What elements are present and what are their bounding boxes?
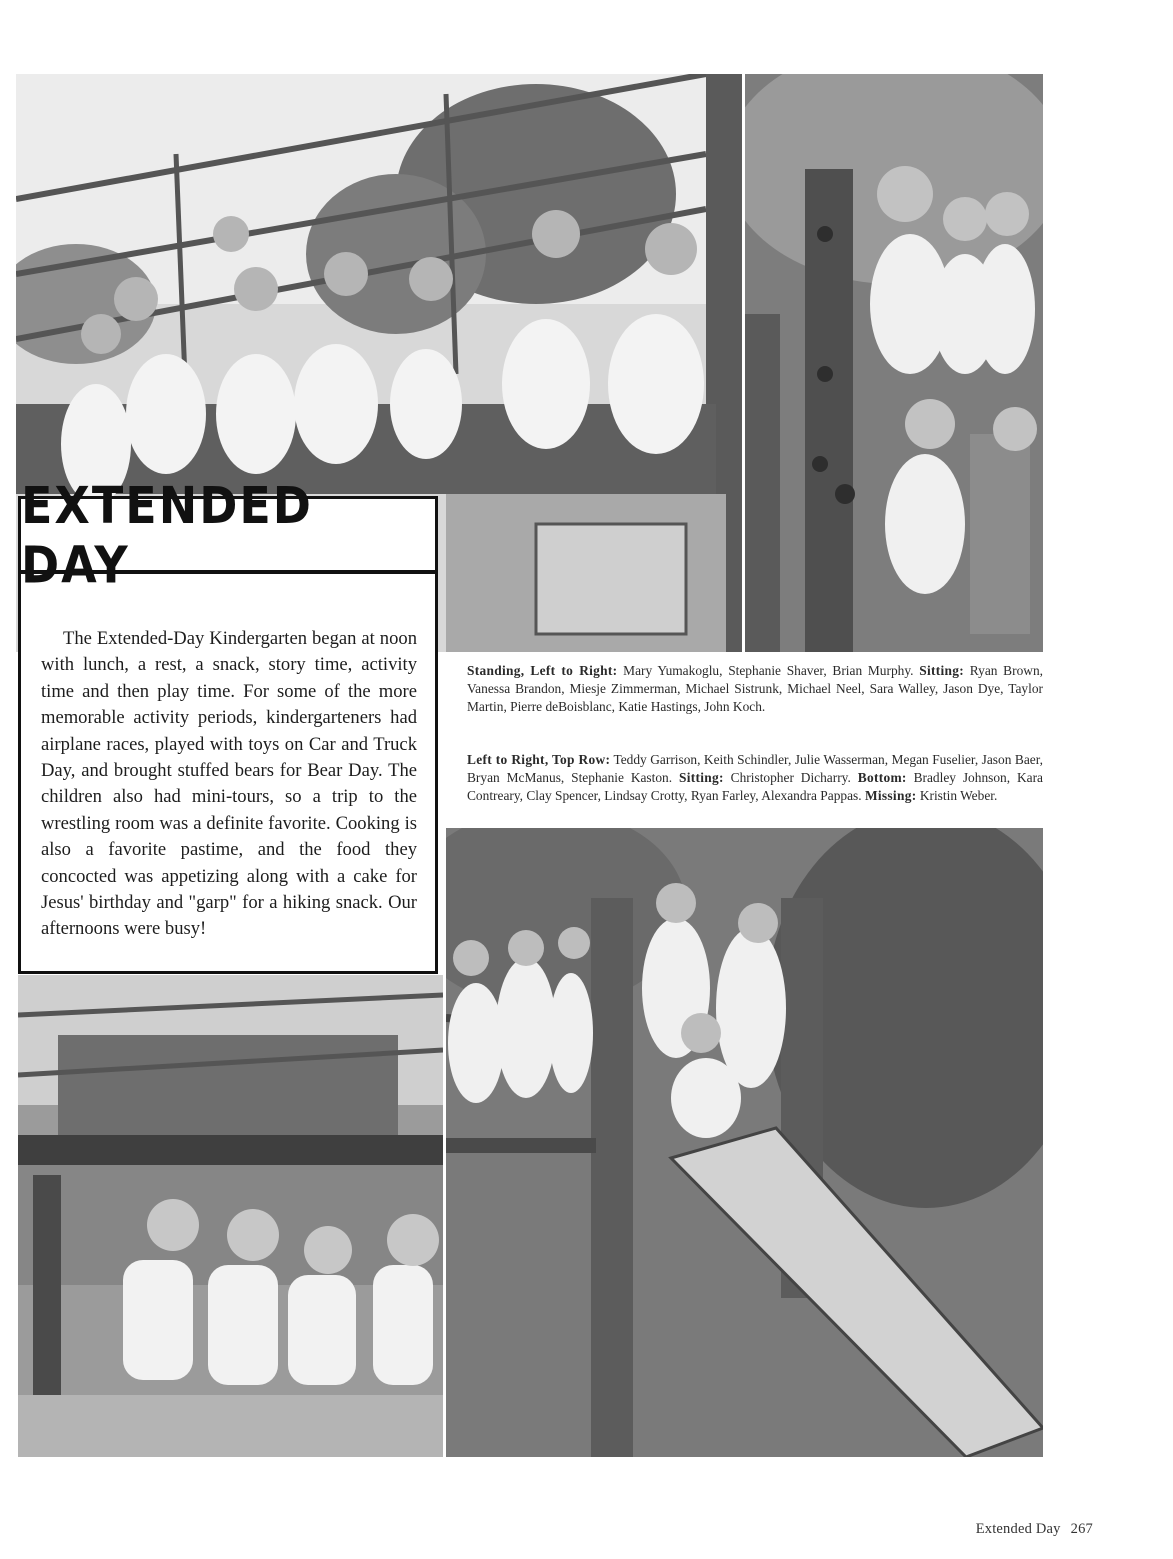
photo-children-by-wooden-post	[745, 74, 1043, 652]
title-banner	[21, 475, 435, 594]
photo-children-on-slide	[446, 828, 1043, 1457]
article-body: The Extended-Day Kindergarten began at noon with lunch, a rest, a snack, story time, activity time and then play time. For some of the more memorable activity periods, kindergarteners had airplane races, played with toys on Car and Truck Day, and brought stuffed bears for Bear Day. The children also had mini-tours, so a trip to the wrestling room was a definite favorite. Cooking is also a favorite pastime, and the food they concocted was appetizing along with a cake for Jesus' birthday and "garp" for a hiking snack. Our afternoons were busy!	[41, 628, 417, 940]
photo-caption-top	[467, 662, 1043, 716]
article-panel	[18, 475, 438, 974]
photo-children-standing-by-jungle-gym	[18, 975, 443, 1457]
caption-names: Mary Yumakoglu, Stephanie Shaver, Brian Murphy.	[617, 663, 920, 678]
footer-section-name: Extended Day	[975, 1521, 1061, 1537]
caption-names: Christopher Dicharry.	[723, 770, 858, 785]
caption-names: Ryan Brown, Vanessa Brandon, Miesje Zimmerman, Michael Sistrunk, Michael Neel, Sara Walley, Jason Dye, Taylor Martin, Pierre deBoisblanc, Katie Hastings, John Koch.	[467, 663, 1043, 714]
caption-label: Standing, Left to Right:	[467, 663, 618, 678]
caption-label: Bottom:	[857, 770, 907, 785]
caption-names: Kristin Weber.	[916, 788, 998, 803]
page-number: 267	[1070, 1521, 1093, 1537]
caption-names: Bradley Johnson, Kara Contreary, Clay Spencer, Lindsay Crotty, Ryan Farley, Alexandra Pappas.	[467, 770, 1043, 803]
caption-label: Sitting:	[919, 663, 965, 678]
caption-names: Teddy Garrison, Keith Schindler, Julie Wasserman, Megan Fuselier, Jason Baer, Bryan McManus, Stephanie Kaston.	[467, 752, 1043, 785]
caption-label: Missing:	[864, 788, 917, 803]
page-title: EXTENDED DAY	[21, 475, 313, 594]
caption-label: Left to Right, Top Row:	[467, 752, 611, 767]
page-footer	[976, 1521, 1093, 1538]
photo-caption-bottom	[467, 751, 1043, 805]
caption-label: Sitting:	[678, 770, 724, 785]
